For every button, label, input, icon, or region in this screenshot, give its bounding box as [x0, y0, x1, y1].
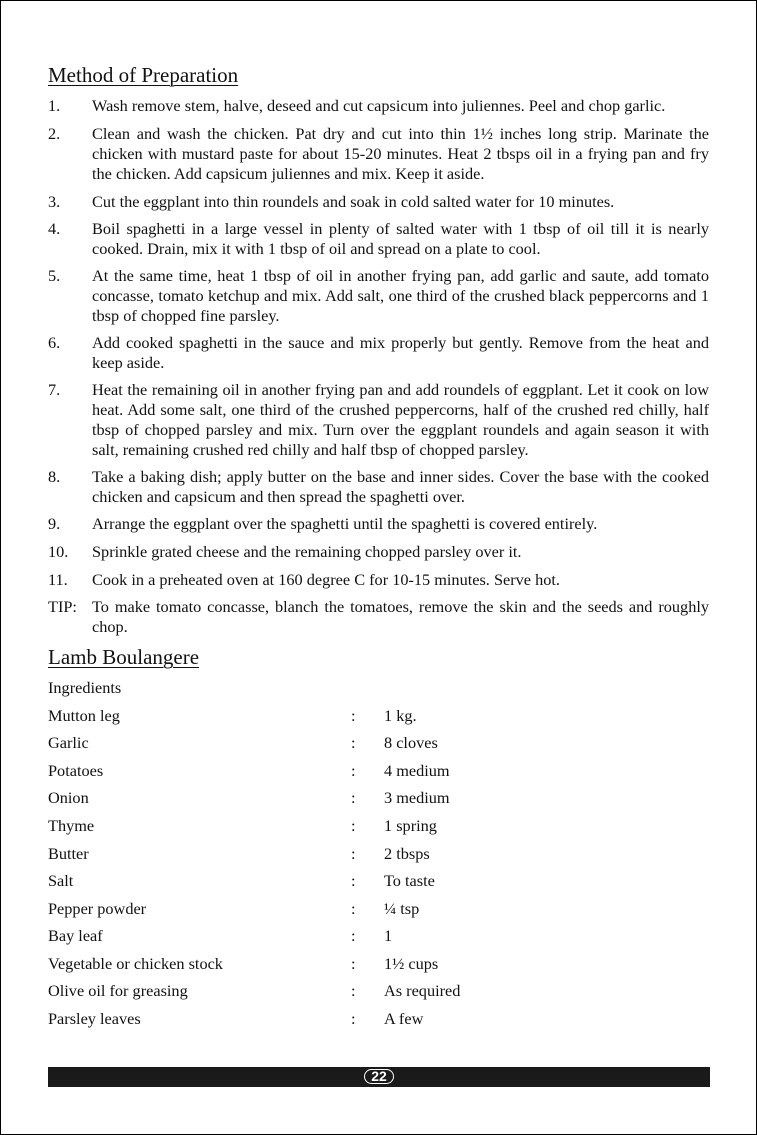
step-number: 11.	[48, 570, 68, 589]
ingredient-name: Thyme	[48, 816, 95, 835]
step-text: Wash remove stem, halve, deseed and cut capsicum into juliennes. Peel and chop garlic.	[92, 96, 666, 115]
ingredient-name: Vegetable or chicken stock	[48, 954, 223, 973]
recipe-heading: Lamb Boulangere	[48, 645, 200, 669]
colon: :	[351, 761, 356, 780]
step-text: Sprinkle grated cheese and the remaining chopped parsley over it.	[92, 542, 522, 561]
page-number-badge	[363, 1068, 395, 1085]
step-number: 2.	[48, 124, 61, 143]
page-number: 22	[365, 1070, 393, 1083]
ingredient-qty: 2 tbsps	[384, 844, 430, 863]
ingredient-qty: As required	[384, 981, 461, 1000]
step-number: 6.	[48, 333, 61, 352]
tip-label: TIP:	[48, 597, 77, 616]
ingredient-qty: 1	[384, 926, 393, 945]
ingredient-name: Salt	[48, 871, 74, 890]
step-number: 5.	[48, 266, 61, 285]
colon: :	[351, 871, 356, 890]
method-step	[48, 96, 709, 116]
tip-text: To make tomato concasse, blanch the tomatoes, remove the skin and the seeds and roughly chop.	[92, 597, 709, 636]
step-number: 4.	[48, 219, 61, 238]
step-number: 3.	[48, 192, 61, 211]
step-number: 10.	[48, 542, 69, 561]
ingredient-qty: 3 medium	[384, 788, 450, 807]
ingredient-name: Garlic	[48, 733, 89, 752]
method-step	[48, 380, 709, 460]
step-text: Clean and wash the chicken. Pat dry and cut into thin 1½ inches long strip. Marinate the chicken with mustard paste for about 15-20 minutes. Heat 2 tbsps oil in a frying pan and fry the chicken. Add capsicum juliennes and mix. Keep it aside.	[92, 124, 709, 183]
method-step	[48, 542, 709, 562]
method-step	[48, 192, 709, 212]
ingredient-name: Potatoes	[48, 761, 104, 780]
step-text: Add cooked spaghetti in the sauce and mix properly but gently. Remove from the heat and keep aside.	[92, 333, 709, 372]
step-number: 1.	[48, 96, 61, 115]
step-text: At the same time, heat 1 tbsp of oil in another frying pan, add garlic and saute, add tomato concasse, tomato ketchup and mix. Add salt, one third of the crushed black peppercorns and 1 tbsp of chopped fine parsley.	[92, 266, 709, 325]
step-text: Arrange the eggplant over the spaghetti until the spaghetti is covered entirely.	[92, 514, 598, 533]
ingredient-qty: 1 kg.	[384, 706, 417, 725]
step-number: 8.	[48, 467, 61, 486]
ingredient-name: Bay leaf	[48, 926, 103, 945]
method-step	[48, 570, 709, 590]
step-text: Cook in a preheated oven at 160 degree C for 10-15 minutes. Serve hot.	[92, 570, 560, 589]
method-step	[48, 124, 709, 184]
ingredient-name: Pepper powder	[48, 899, 147, 918]
ingredient-qty: 4 medium	[384, 761, 450, 780]
ingredient-qty: 8 cloves	[384, 733, 438, 752]
ingredient-name: Onion	[48, 788, 89, 807]
step-number: 9.	[48, 514, 61, 533]
ingredient-qty: 1 spring	[384, 816, 437, 835]
ingredient-name: Olive oil for greasing	[48, 981, 188, 1000]
colon: :	[351, 844, 356, 863]
ingredient-name: Butter	[48, 844, 89, 863]
colon: :	[351, 981, 356, 1000]
colon: :	[351, 1009, 356, 1028]
ingredient-qty: ¼ tsp	[384, 899, 420, 918]
colon: :	[351, 926, 356, 945]
colon: :	[351, 954, 356, 973]
ingredient-qty: To taste	[384, 871, 435, 890]
ingredient-qty: A few	[384, 1009, 424, 1028]
tip-note	[48, 597, 709, 637]
method-step	[48, 514, 709, 534]
ingredient-name: Parsley leaves	[48, 1009, 141, 1028]
method-heading: Method of Preparation	[48, 63, 239, 87]
method-step	[48, 266, 709, 326]
method-step	[48, 333, 709, 373]
step-text: Take a baking dish; apply butter on the base and inner sides. Cover the base with the cooked chicken and capsicum and then spread the spaghetti over.	[92, 467, 709, 506]
step-text: Heat the remaining oil in another frying pan and add roundels of eggplant. Let it cook on low heat. Add some salt, one third of the crushed peppercorns, half of the crushed red chilly, half tbsp of chopped parsley and mix. Turn over the eggplant roundels and again season it with salt, remaining crushed red chilly and half tbsp of chopped parsley.	[92, 380, 709, 459]
colon: :	[351, 788, 356, 807]
method-step	[48, 467, 709, 507]
step-text: Cut the eggplant into thin roundels and soak in cold salted water for 10 minutes.	[92, 192, 615, 211]
ingredients-label: Ingredients	[48, 678, 122, 697]
colon: :	[351, 706, 356, 725]
colon: :	[351, 899, 356, 918]
colon: :	[351, 816, 356, 835]
ingredient-qty: 1½ cups	[384, 954, 439, 973]
ingredient-name: Mutton leg	[48, 706, 120, 725]
step-text: Boil spaghetti in a large vessel in plenty of salted water with 1 tbsp of oil till it is nearly cooked. Drain, mix it with 1 tbsp of oil and spread on a plate to cool.	[92, 219, 709, 258]
step-number: 7.	[48, 380, 61, 399]
method-step	[48, 219, 709, 259]
colon: :	[351, 733, 356, 752]
